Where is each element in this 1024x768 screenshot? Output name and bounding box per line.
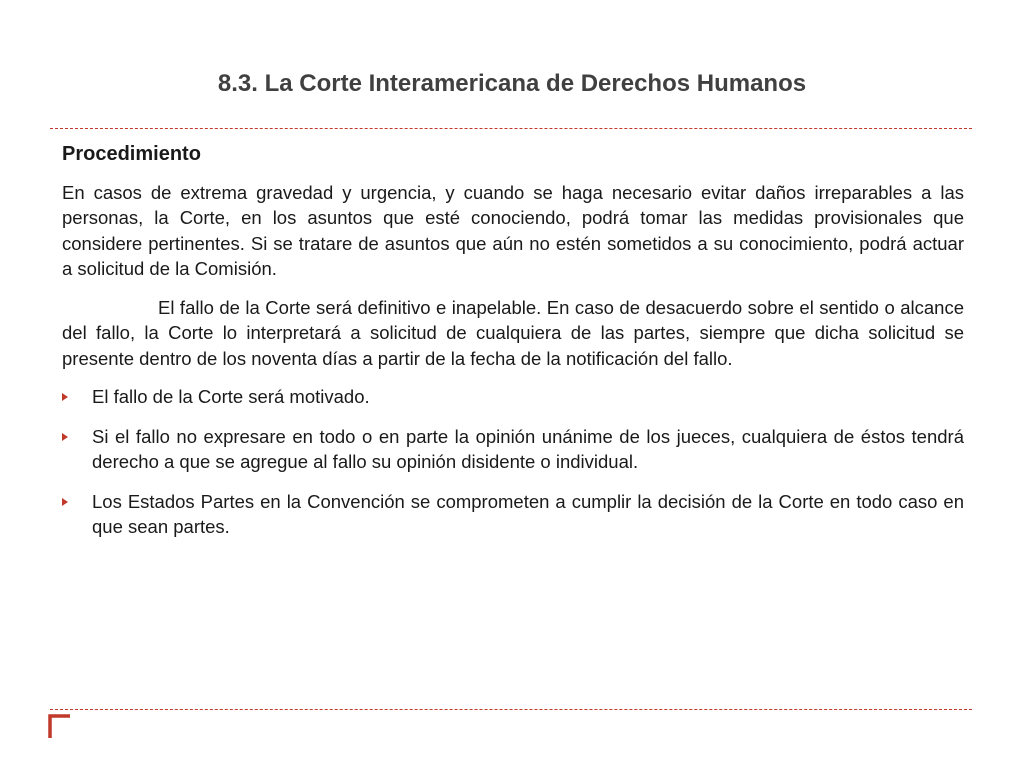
bullet-text: Si el fallo no expresare en todo o en parte la opinión unánime de los jueces, cualquiera de éstos tendrá derecho a que se agregue al fallo su opinión disidente o individual. [92, 425, 964, 472]
bottom-divider [50, 709, 972, 710]
corner-bracket-icon [48, 714, 72, 740]
slide-title: 8.3. La Corte Interamericana de Derechos Humanos [217, 70, 807, 97]
bullet-text: Los Estados Partes en la Convención se comprometen a cumplir la decisión de la Corte en todo caso en que sean partes. [92, 490, 964, 537]
slide-body [62, 142, 964, 554]
bullet-list [62, 384, 964, 540]
bullet-item [62, 384, 964, 410]
bullet-item [62, 489, 964, 540]
triangle-bullet-icon [62, 393, 68, 401]
paragraph-fallo-definitivo: El fallo de la Corte será definitivo e inapelable. En caso de desacuerdo sobre el sentido o alcance del fallo, la Corte lo interpretará a solicitud de cualquiera de las partes, siempre que dicha solicitud se presente dentro de los noventa días a partir de la fecha de la notificación del fallo. [62, 296, 964, 369]
top-divider [50, 128, 972, 129]
bullet-item [62, 424, 964, 475]
triangle-bullet-icon [62, 433, 68, 441]
section-heading: Procedimiento [62, 143, 201, 165]
bullet-text: El fallo de la Corte será motivado. [92, 386, 370, 407]
triangle-bullet-icon [62, 498, 68, 506]
paragraph-medidas-provisionales: En casos de extrema gravedad y urgencia, y cuando se haga necesario evitar daños irreparables a las personas, la Corte, en los asuntos que esté conociendo, podrá tomar las medidas provisionales que considere pertinentes. Si se tratare de asuntos que aún no estén sometidos a su conocimiento, podrá actuar a solicitud de la Comisión. [62, 181, 964, 279]
